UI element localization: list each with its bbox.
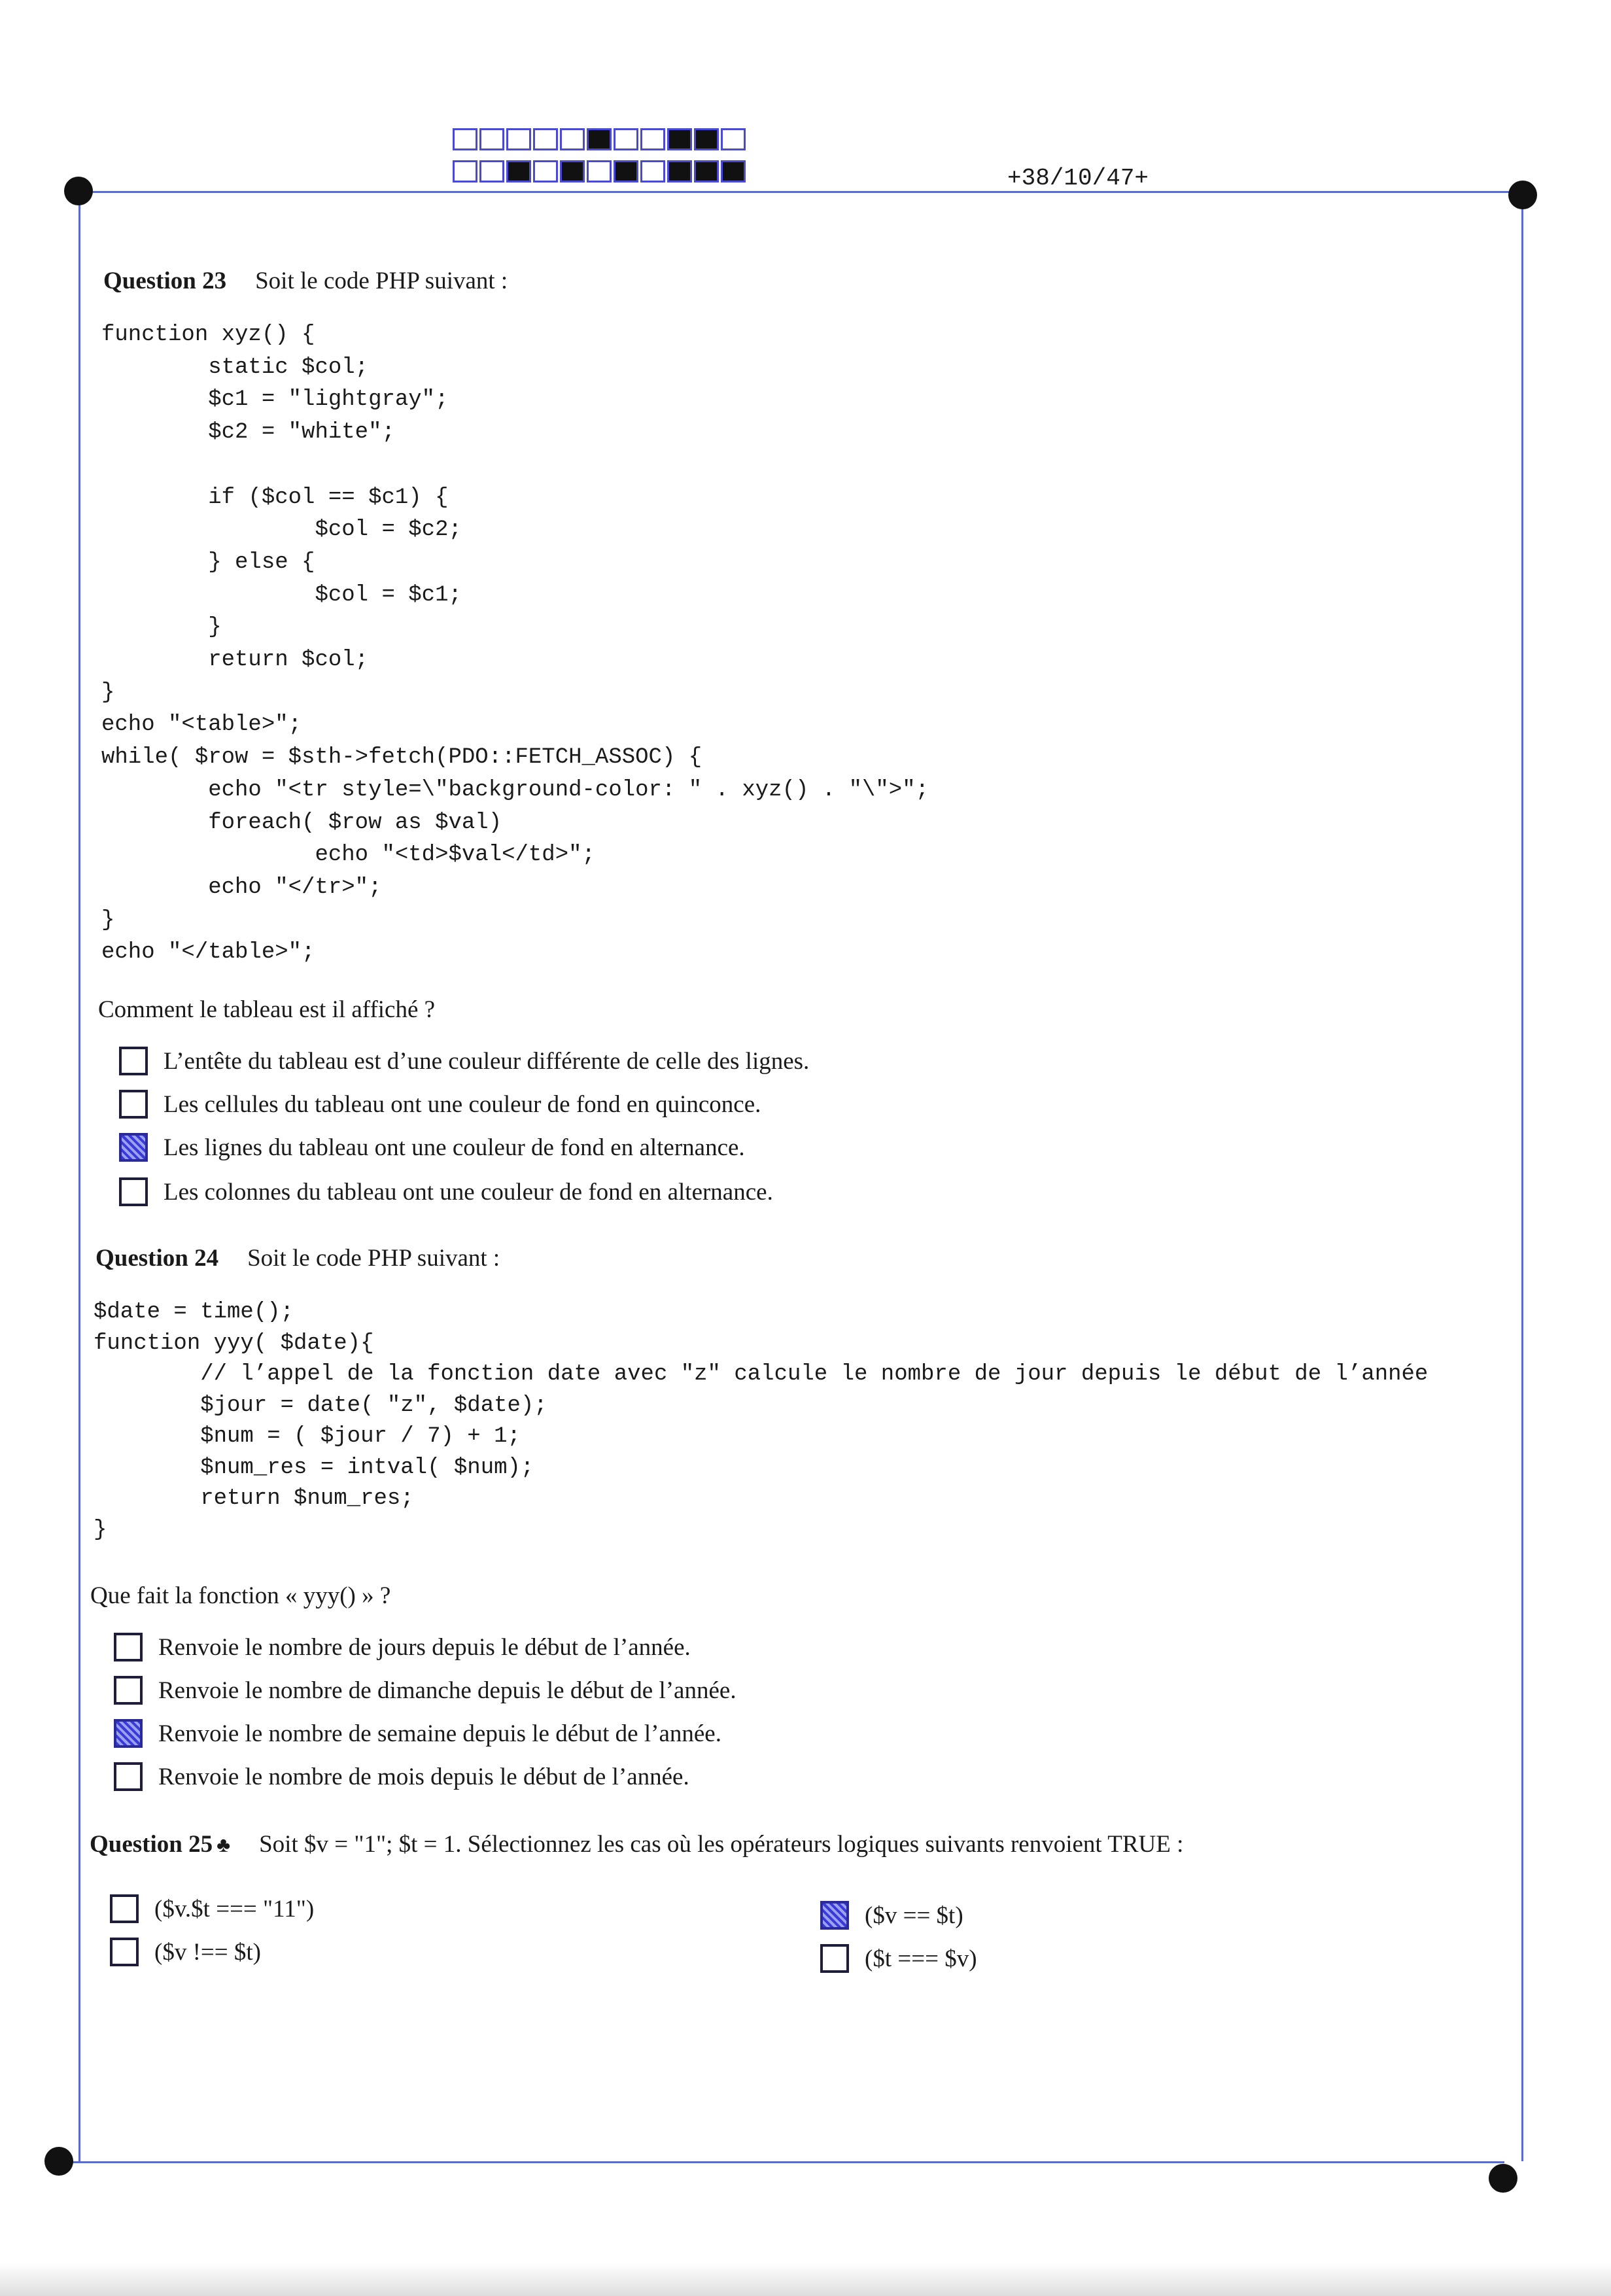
id-code-cell xyxy=(453,160,477,183)
q23-choice-1[interactable] xyxy=(119,1047,809,1075)
q23-choice-4-checkbox[interactable] xyxy=(119,1177,148,1206)
corner-mark-top-right xyxy=(1508,181,1537,209)
corner-mark-bottom-right xyxy=(1489,2164,1517,2193)
question-23-prompt: Comment le tableau est il affiché ? xyxy=(98,996,436,1023)
question-23-code: function xyz() { static $col; $c1 = "lightgray"; $c2 = "white"; if ($col == $c1) { $col = $c2; } else { $col = $c1; } return $col; } echo "<table>"; while( $row = $sth->fetch(PDO::FETCH_ASSOC) { echo "<tr style=\"background-color: " . xyz() . "\">"; foreach( $row as $val) echo "<td>$val</td>"; echo "</tr>"; } echo "</table>"; xyxy=(101,322,929,965)
id-code-cell xyxy=(453,128,477,150)
q23-choice-2[interactable] xyxy=(119,1090,761,1119)
q25-choice-3-label: ($v == $t) xyxy=(865,1902,963,1929)
id-code-cell xyxy=(614,160,638,183)
id-code-row-bottom xyxy=(453,160,748,183)
q25-choice-1[interactable] xyxy=(110,1894,314,1923)
q24-choice-3-checkbox[interactable] xyxy=(114,1719,143,1748)
question-23-intro: Soit le code PHP suivant : xyxy=(255,268,508,294)
multiple-answers-club-icon: ♣ xyxy=(217,1833,231,1856)
q23-choice-1-checkbox[interactable] xyxy=(119,1047,148,1075)
frame-right-line xyxy=(1521,191,1523,2161)
id-code-cell xyxy=(694,160,719,183)
q25-choice-2-label: ($v !== $t) xyxy=(154,1938,261,1966)
corner-mark-bottom-left xyxy=(44,2147,73,2176)
q24-choice-1[interactable] xyxy=(114,1633,691,1661)
q23-choice-4[interactable] xyxy=(119,1177,773,1206)
id-code-cell xyxy=(560,160,585,183)
q24-choice-2[interactable] xyxy=(114,1676,736,1705)
q23-choice-4-label: Les colonnes du tableau ont une couleur de fond en alternance. xyxy=(164,1178,773,1206)
question-24-intro: Soit le code PHP suivant : xyxy=(247,1245,500,1272)
q23-choice-2-checkbox[interactable] xyxy=(119,1090,148,1119)
scan-bottom-edge xyxy=(0,2263,1611,2296)
id-code-cell xyxy=(506,128,531,150)
question-24-prompt: Que fait la fonction « yyy() » ? xyxy=(90,1582,391,1609)
q24-choice-2-label: Renvoie le nombre de dimanche depuis le début de l’année. xyxy=(158,1677,736,1704)
q25-choice-1-label: ($v.$t === "11") xyxy=(154,1895,315,1922)
id-code-cell xyxy=(587,128,612,150)
question-24-number: Question 24 xyxy=(95,1245,219,1272)
q24-choice-4-checkbox[interactable] xyxy=(114,1762,143,1791)
q23-choice-3[interactable] xyxy=(119,1133,745,1162)
frame-left-line xyxy=(78,191,80,2161)
question-24-header xyxy=(95,1244,500,1272)
question-23-header xyxy=(103,267,508,295)
question-24-code: $date = time(); function yyy( $date){ // l’appel de la fonction date avec "z" calcule le nombre de jour depuis le début de l’année $jour = date( "z", $date); $num = ( $jour / 7) + 1; $num_res = intval( $num); return $num_res; } xyxy=(94,1300,1429,1542)
id-code-cell xyxy=(479,160,504,183)
q24-choice-3[interactable] xyxy=(114,1719,721,1748)
q24-choice-4-label: Renvoie le nombre de mois depuis le début de l’année. xyxy=(158,1763,689,1790)
q23-choice-2-label: Les cellules du tableau ont une couleur de fond en quinconce. xyxy=(164,1090,761,1118)
q23-choice-3-checkbox[interactable] xyxy=(119,1133,148,1162)
q24-choice-2-checkbox[interactable] xyxy=(114,1676,143,1705)
id-code-cell xyxy=(694,128,719,150)
id-code-cell xyxy=(721,128,746,150)
q25-choice-1-checkbox[interactable] xyxy=(110,1894,139,1923)
q25-choice-4[interactable] xyxy=(820,1944,977,1973)
id-code-cell xyxy=(667,128,692,150)
question-25-intro: Soit $v = "1"; $t = 1. Sélectionnez les cas où les opérateurs logiques suivants renvoient TRUE : xyxy=(259,1831,1184,1858)
q23-choice-3-label: Les lignes du tableau ont une couleur de fond en alternance. xyxy=(164,1134,745,1161)
id-code-cell xyxy=(640,160,665,183)
frame-top-line xyxy=(78,191,1524,193)
q24-choice-1-label: Renvoie le nombre de jours depuis le début de l’année. xyxy=(158,1633,691,1661)
q25-choice-4-label: ($t === $v) xyxy=(865,1945,977,1972)
q25-choice-3[interactable] xyxy=(820,1901,963,1930)
id-code-cell xyxy=(587,160,612,183)
question-23-number: Question 23 xyxy=(103,268,227,294)
id-code-cell xyxy=(533,128,558,150)
question-25-header xyxy=(90,1830,1183,1858)
question-25-number: Question 25 xyxy=(90,1831,213,1858)
page-identifier: +38/10/47+ xyxy=(1007,165,1149,192)
id-code-cell xyxy=(506,160,531,183)
corner-mark-top-left xyxy=(64,177,93,205)
id-code-cell xyxy=(560,128,585,150)
id-code-cell xyxy=(667,160,692,183)
id-code-cell xyxy=(721,160,746,183)
id-code-cell xyxy=(533,160,558,183)
q25-choice-2[interactable] xyxy=(110,1938,261,1966)
id-code-cell xyxy=(640,128,665,150)
frame-bottom-line xyxy=(59,2161,1504,2163)
id-code-cell xyxy=(479,128,504,150)
q24-choice-3-label: Renvoie le nombre de semaine depuis le début de l’année. xyxy=(158,1720,721,1747)
q25-choice-3-checkbox[interactable] xyxy=(820,1901,849,1930)
q24-choice-1-checkbox[interactable] xyxy=(114,1633,143,1661)
q23-choice-1-label: L’entête du tableau est d’une couleur différente de celle des lignes. xyxy=(164,1047,810,1075)
q25-choice-2-checkbox[interactable] xyxy=(110,1938,139,1966)
id-code-row-top xyxy=(453,128,748,150)
q25-choice-4-checkbox[interactable] xyxy=(820,1944,849,1973)
id-code-cell xyxy=(614,128,638,150)
q24-choice-4[interactable] xyxy=(114,1762,689,1791)
